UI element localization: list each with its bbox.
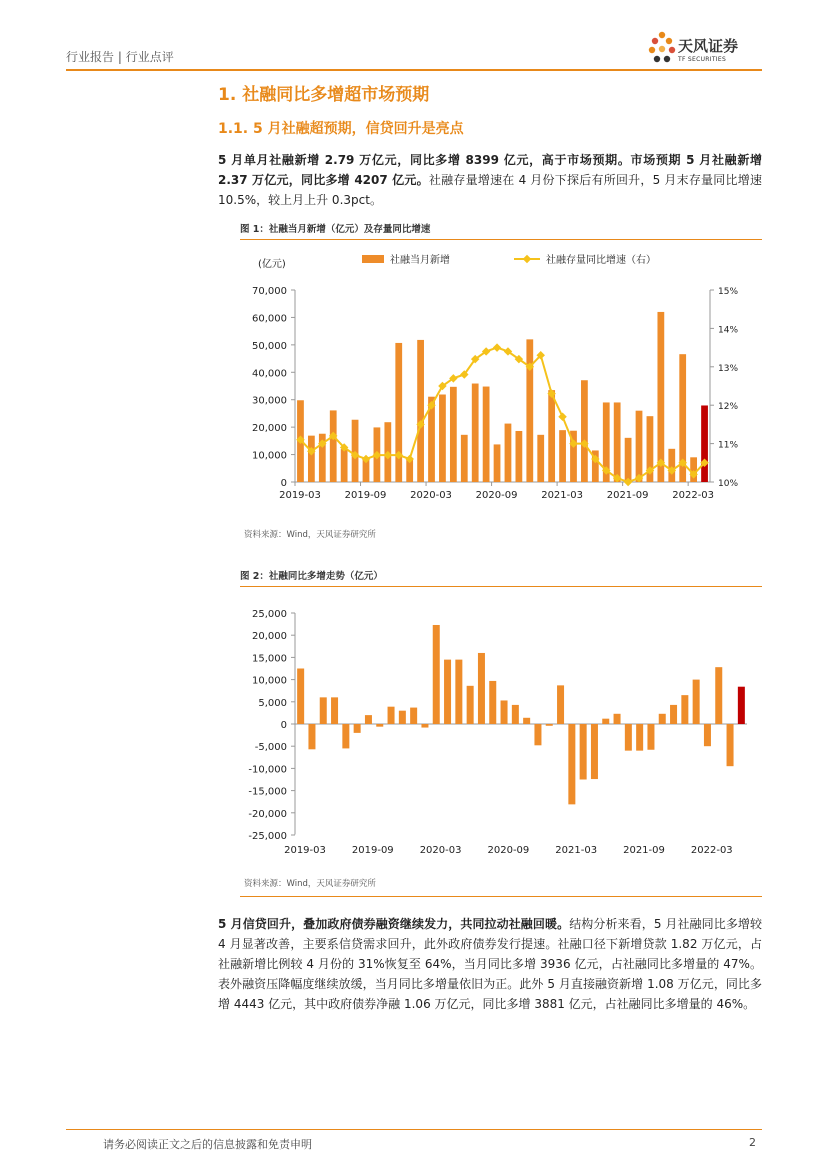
x-tick-label: 2019-09 (351, 845, 394, 856)
bar (659, 714, 666, 724)
header-divider (66, 69, 762, 71)
bar (472, 384, 479, 482)
bar (433, 625, 440, 724)
bar (352, 420, 359, 482)
legend-bar-label: 社融当月新增 (390, 255, 450, 266)
bar (727, 724, 734, 766)
bar (461, 435, 468, 482)
bar (308, 724, 315, 749)
y-tick-label: -15,000 (248, 786, 287, 798)
subsection-title: 1.1. 5 月社融超预期，信贷回升是亮点 (218, 121, 464, 137)
y-tick-label: 0 (280, 720, 287, 731)
bar (478, 653, 485, 724)
logo-cn-text: 天风证券 (678, 37, 739, 55)
x-tick-label: 2021-03 (541, 490, 584, 501)
y-tick-label-right: 13% (718, 363, 739, 374)
bar (614, 402, 621, 482)
bar (715, 667, 722, 724)
legend-line-label: 社融存量同比增速（右） (546, 255, 656, 266)
section-title: 1. 社融同比多增超市场预期 (218, 85, 430, 105)
y-tick-label-right: 12% (718, 402, 739, 413)
page-number: 2 (749, 1136, 756, 1149)
figure-2-chart (240, 598, 762, 860)
bar (657, 312, 664, 482)
bar (523, 718, 530, 724)
logo-mark-icon (648, 30, 676, 70)
bar (568, 724, 575, 804)
bar (581, 380, 588, 482)
bar (636, 724, 643, 751)
bar (526, 339, 533, 482)
x-tick-label: 2021-09 (623, 845, 665, 856)
bar (501, 700, 508, 724)
report-category: 行业报告 | 行业点评 (66, 50, 174, 64)
bar (602, 719, 609, 724)
x-tick-label: 2020-03 (410, 490, 452, 501)
paragraph-1 (218, 150, 762, 210)
y-tick-label: -25,000 (248, 831, 287, 842)
paragraph-2 (218, 914, 762, 1014)
bar (439, 395, 446, 482)
paragraph-2-text: 结构分析来看，5 月社融同比多增较 4 月显著改善，主要系信贷需求回升，此外政府债券发行提速。社融口径下新增贷款 1.82 万亿元，占社融新增比例较 4 月份的 31%恢复至 64%，当月同比多增 3936 亿元，占社融同比多增量的 47%。表外融资压降幅度继续放缓，当月同比多增量依旧为正。此外 5 月直接融资新增 1.08 万亿元，同比多增 4443 亿元，其中政府债券净融 1.06 万亿元，同比多增 3881 亿元，占社融同比多增量的 46%。 (218, 917, 763, 1011)
bar (559, 430, 566, 482)
y-tick-label: -5,000 (254, 742, 287, 754)
bar (354, 724, 361, 733)
x-tick-label: 2020-09 (475, 490, 518, 501)
bar (410, 708, 417, 724)
bar (693, 680, 700, 724)
figure-2-source: 资料来源：Wind，天风证券研究所 (244, 879, 376, 889)
bar (534, 724, 541, 745)
paragraph-1-bold: 5 月单月社融新增 2.79 万亿元，同比多增 8399 亿元，高于市场预期。市场预期 5 月社融新增 2.37 万亿元，同比多增 4207 亿元。 (218, 153, 762, 187)
x-tick-label: 2020-03 (419, 845, 462, 856)
x-tick-label: 2020-09 (487, 845, 530, 856)
bar (417, 340, 424, 482)
paragraph-1-text: 社融存量增速在 4 月份下探后有所回升，5 月末存量同比增速 10.5%，较上月上升 0.3pct。 (218, 173, 763, 207)
bar (342, 724, 349, 748)
bar (591, 724, 598, 779)
bar (388, 707, 395, 724)
bar (614, 714, 621, 724)
y-unit-label: (亿元) (258, 259, 286, 270)
bar (505, 424, 512, 482)
y-tick-label: 20,000 (252, 631, 287, 643)
bar (483, 387, 490, 482)
bar (548, 390, 555, 482)
bar (320, 697, 327, 724)
bar (467, 686, 474, 724)
x-tick-label: 2019-03 (279, 490, 321, 501)
bar (421, 724, 428, 728)
figure-1-title: 图 1：社融当月新增（亿元）及存量同比增速 (240, 221, 762, 240)
bar (625, 724, 632, 751)
legend-bar-swatch (362, 255, 384, 263)
footer-divider (66, 1129, 762, 1130)
bar (625, 438, 632, 482)
x-tick-label: 2019-09 (344, 490, 387, 501)
bar (494, 444, 501, 482)
paragraph-2-bold: 5 月信贷回升，叠加政府债券融资继续发力，共同拉动社融回暖。 (218, 917, 570, 931)
bar (308, 436, 315, 482)
x-tick-label: 2019-03 (284, 845, 326, 856)
bar (636, 411, 643, 482)
bar (489, 681, 496, 724)
bar (330, 410, 337, 482)
bar (512, 705, 519, 724)
y-tick-label-right: 15% (718, 287, 739, 297)
bar (331, 697, 338, 724)
figure-1-source: 资料来源：Wind，天风证券研究所 (244, 530, 376, 540)
bar (376, 724, 383, 727)
bar (557, 685, 564, 724)
figure-1-chart (240, 242, 762, 507)
company-logo (648, 30, 764, 70)
line-point (493, 343, 501, 351)
bar (738, 687, 745, 724)
y-tick-label-right: 14% (718, 325, 739, 336)
y-tick-label: 15,000 (252, 653, 287, 665)
bar (647, 724, 654, 750)
bar (455, 660, 462, 724)
y-tick-label-left: 0 (280, 478, 287, 489)
figure-2-title: 图 2：社融同比多增走势（亿元） (240, 568, 762, 587)
y-tick-label-left: 50,000 (252, 340, 287, 352)
y-tick-label: 10,000 (252, 675, 287, 687)
bar (580, 724, 587, 780)
y-tick-label-right: 11% (718, 440, 739, 451)
x-tick-label: 2021-09 (606, 490, 649, 501)
bar (365, 715, 372, 724)
bar (399, 711, 406, 724)
logo-en-text: TF SECURITIES (678, 56, 727, 63)
y-tick-label-left: 20,000 (252, 423, 287, 435)
bar (704, 724, 711, 746)
bar (537, 435, 544, 482)
y-tick-label-right: 10% (718, 479, 739, 489)
y-tick-label-left: 70,000 (252, 286, 287, 297)
y-tick-label-left: 40,000 (252, 368, 287, 380)
bar (701, 405, 708, 482)
bar (450, 387, 457, 482)
x-tick-label: 2022-03 (690, 845, 733, 856)
line-point (558, 412, 566, 420)
y-tick-label-left: 30,000 (252, 395, 287, 407)
footer-disclaimer: 请务必阅读正文之后的信息披露和免责申明 (103, 1138, 312, 1151)
legend-line-marker (523, 255, 531, 263)
y-tick-label: 5,000 (258, 697, 287, 709)
y-tick-label: -10,000 (248, 764, 287, 776)
bar (681, 695, 688, 724)
y-tick-label: 25,000 (252, 609, 287, 620)
bar (515, 431, 522, 482)
bar (341, 449, 348, 482)
bar (444, 660, 451, 724)
figure-2-divider (240, 896, 762, 897)
x-tick-label: 2022-03 (672, 490, 715, 501)
bar (670, 705, 677, 724)
bar (546, 724, 553, 726)
bar (297, 669, 304, 725)
series-line (300, 348, 704, 482)
bar (395, 343, 402, 482)
bar (668, 449, 675, 482)
y-tick-label-left: 10,000 (252, 450, 287, 462)
y-tick-label: -20,000 (248, 808, 287, 820)
x-tick-label: 2021-03 (555, 845, 598, 856)
y-tick-label-left: 60,000 (252, 313, 287, 325)
